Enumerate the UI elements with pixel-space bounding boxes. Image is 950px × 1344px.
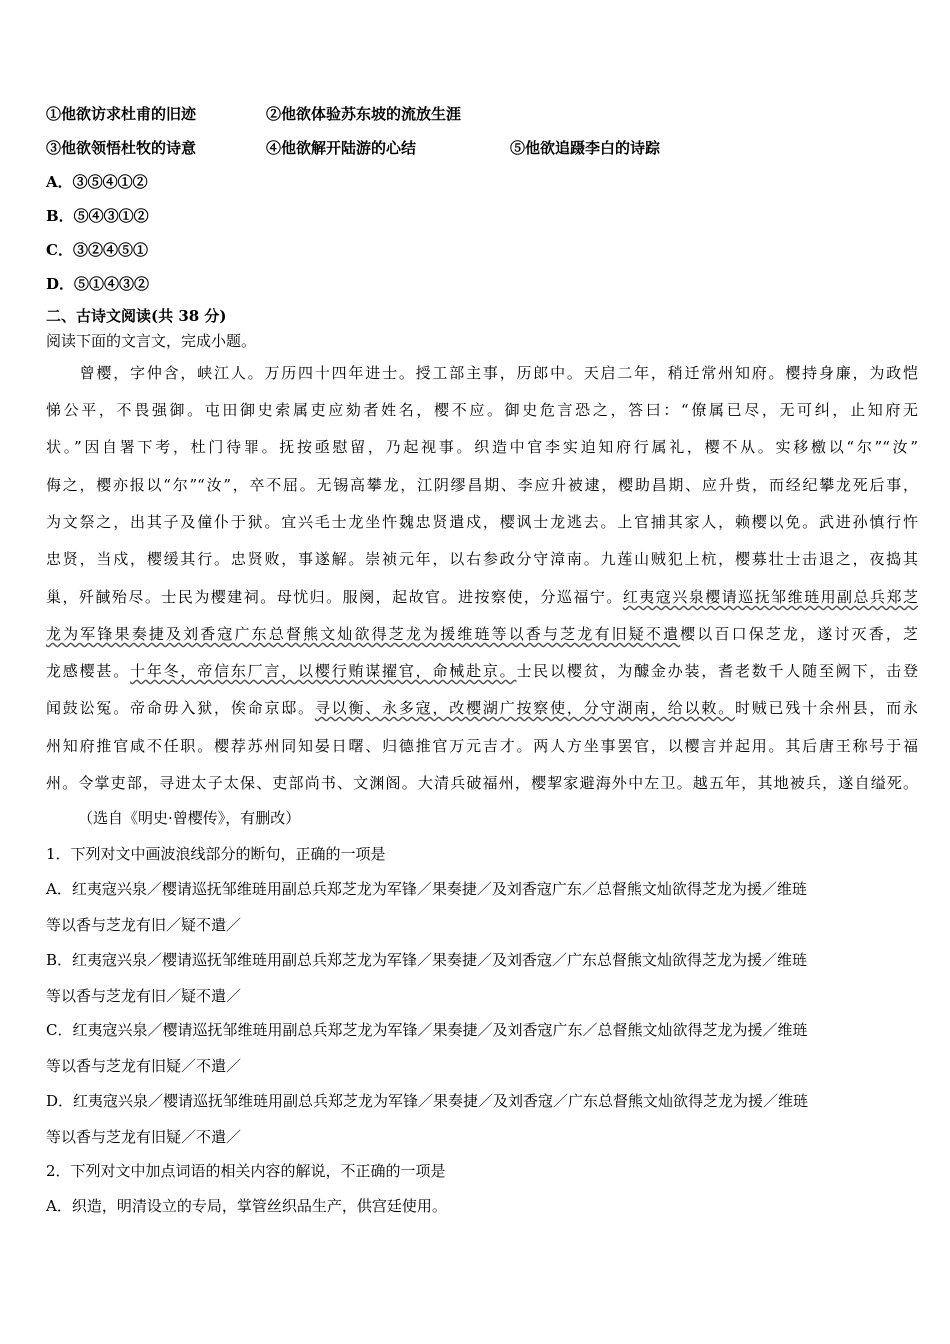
question-1-stem: 1．下列对文中画波浪线部分的断句，正确的一项是 — [46, 845, 386, 863]
passage-line: 闻鼓讼冤。帝命毋入狱，俟命京邸。寻以衡、永多寇，改樱湖广按察使，分守湖南，给以敕。时贼已残十余州县，而永 — [46, 699, 918, 717]
q1-option-b-line1: B．红夷寇兴泉／樱请巡抚邹维琏用副总兵郑芝龙为军锋／果奏捷／及刘香寇／广东总督熊文灿欲得芝龙为援／维琏 — [46, 951, 808, 969]
passage-line: 州。令掌吏部，寻进太子太保、吏部尚书、文渊阁。大清兵破福州，樱挈家避海外中左卫。越五年，其地被兵，遂自缢死。 — [46, 774, 918, 792]
passage-line: 州知府推官咸不任职。樱荐苏州同知晏日曙、归德推官万元吉才。两人方坐事罢官，以樱言并起用。其后唐王称号于福 — [46, 737, 918, 755]
q1-option-d-line2: 等以香与芝龙有旧疑／不遣／ — [46, 1128, 242, 1146]
wavy-underline-text: 寻以衡、永多寇，改樱湖广按察使，分守湖南，给以敕。 — [314, 699, 735, 717]
section-heading: 二、古诗文阅读(共 38 分) — [46, 307, 227, 325]
passage-line: 状。”因自署下考，杜门待罪。抚按亟慰留，乃起视事。织造中官李实迫知府行属礼，樱不从。实移檄以“尔”“汝” — [46, 438, 918, 456]
passage-line: 侮之，樱亦报以“尔”“汝”，卒不屈。无锡高攀龙，江阴缪昌期、李应升被逮，樱助昌期、应升赀，而经纪攀龙死后事， — [46, 476, 918, 494]
answer-option-d: D．⑤①④③② — [46, 275, 150, 293]
wavy-underline-text: 红夷寇兴泉樱请巡抚邹维琏用副总兵郑芝 — [622, 588, 918, 606]
question-2-stem: 2．下列对文中加点词语的相关内容的解说，不正确的一项是 — [46, 1162, 446, 1180]
choice-item-2: ②他欲体验苏东坡的流放生涯 — [266, 105, 462, 123]
answer-option-a: A．③⑤④①② — [46, 173, 148, 191]
passage-line: 龙为军锋果奏捷及刘香寇广东总督熊文灿欲得芝龙为援维琏等以香与芝龙有旧疑不遣樱以百口保芝龙，遂讨灭香，芝 — [46, 625, 918, 643]
choice-item-5: ⑤他欲追蹑李白的诗踪 — [510, 139, 661, 157]
section-instruction: 阅读下面的文言文，完成小题。 — [46, 332, 257, 350]
passage-line: 巢，歼馘殆尽。士民为樱建祠。母忧归。服阕，起故官。进按察使，分巡福宁。红夷寇兴泉樱请巡抚邹维琏用副总兵郑芝 — [46, 588, 918, 606]
q1-option-c-line1: C．红夷寇兴泉／樱请巡抚邹维琏用副总兵郑芝龙为军锋／果奏捷／及刘香寇广东／总督熊文灿欲得芝龙为援／维琏 — [46, 1021, 808, 1039]
answer-option-b: B．⑤④③①② — [46, 207, 149, 225]
q1-option-d-line1: D．红夷寇兴泉／樱请巡抚邹维琏用副总兵郑芝龙为军锋／果奏捷／及刘香寇／广东总督熊文灿欲得芝龙为援／维琏 — [46, 1092, 809, 1110]
q1-option-a-line2: 等以香与芝龙有旧／疑不遣／ — [46, 916, 242, 934]
q1-option-b-line2: 等以香与芝龙有旧／疑不遣／ — [46, 987, 242, 1005]
passage-line: 为文祭之，出其子及僮仆于狱。宜兴毛士龙坐忤魏忠贤遣戍，樱讽士龙逃去。上官捕其家人，赖樱以免。武进孙慎行忤 — [46, 513, 918, 531]
q1-option-a-line1: A．红夷寇兴泉／樱请巡抚邹维琏用副总兵郑芝龙为军锋／果奏捷／及刘香寇广东／总督熊文灿欲得芝龙为援／维琏 — [46, 880, 807, 898]
choice-item-3: ③他欲领悟杜牧的诗意 — [46, 139, 197, 157]
passage-line: 曾樱，字仲含，峡江人。万历四十四年进士。授工部主事，历郎中。天启二年，稍迁常州知府。樱持身廉，为政恺 — [46, 364, 918, 382]
choice-item-1: ①他欲访求杜甫的旧迹 — [46, 105, 197, 123]
q1-option-c-line2: 等以香与芝龙有旧疑／不遣／ — [46, 1057, 242, 1075]
passage-line: 龙感樱甚。十年冬，帝信东厂言，以樱行贿谋擢官，命械赴京。士民以樱贫，为醵金办装，耆老数千人随至阙下，击登 — [46, 662, 918, 680]
passage-source: （选自《明史·曾樱传》，有删改） — [78, 809, 301, 827]
wavy-underline-text: 十年冬，帝信东厂言，以樱行贿谋擢官，命械赴京。 — [130, 662, 517, 680]
passage-line: 忠贤，当戍，樱缓其行。忠贤败，事遂解。崇祯元年，以右参政分守漳南。九莲山贼犯上杭，樱募壮士击退之，夜捣其 — [46, 550, 918, 568]
choice-item-4: ④他欲解开陆游的心结 — [266, 139, 417, 157]
wavy-underline-text: 龙为军锋果奏捷及刘香寇广东总督熊文灿欲得芝龙为援维琏等以香与芝龙有旧疑不遣 — [46, 625, 681, 643]
q2-option-a: A．织造，明清设立的专局，掌管丝织品生产，供宫廷使用。 — [46, 1197, 447, 1215]
passage-line: 悌公平，不畏强御。屯田御史索属吏应劾者姓名，樱不应。御史危言恐之，答曰：“僚属已尽，无可纠，止知府无 — [46, 401, 918, 419]
answer-option-c: C．③②④⑤① — [46, 241, 148, 259]
